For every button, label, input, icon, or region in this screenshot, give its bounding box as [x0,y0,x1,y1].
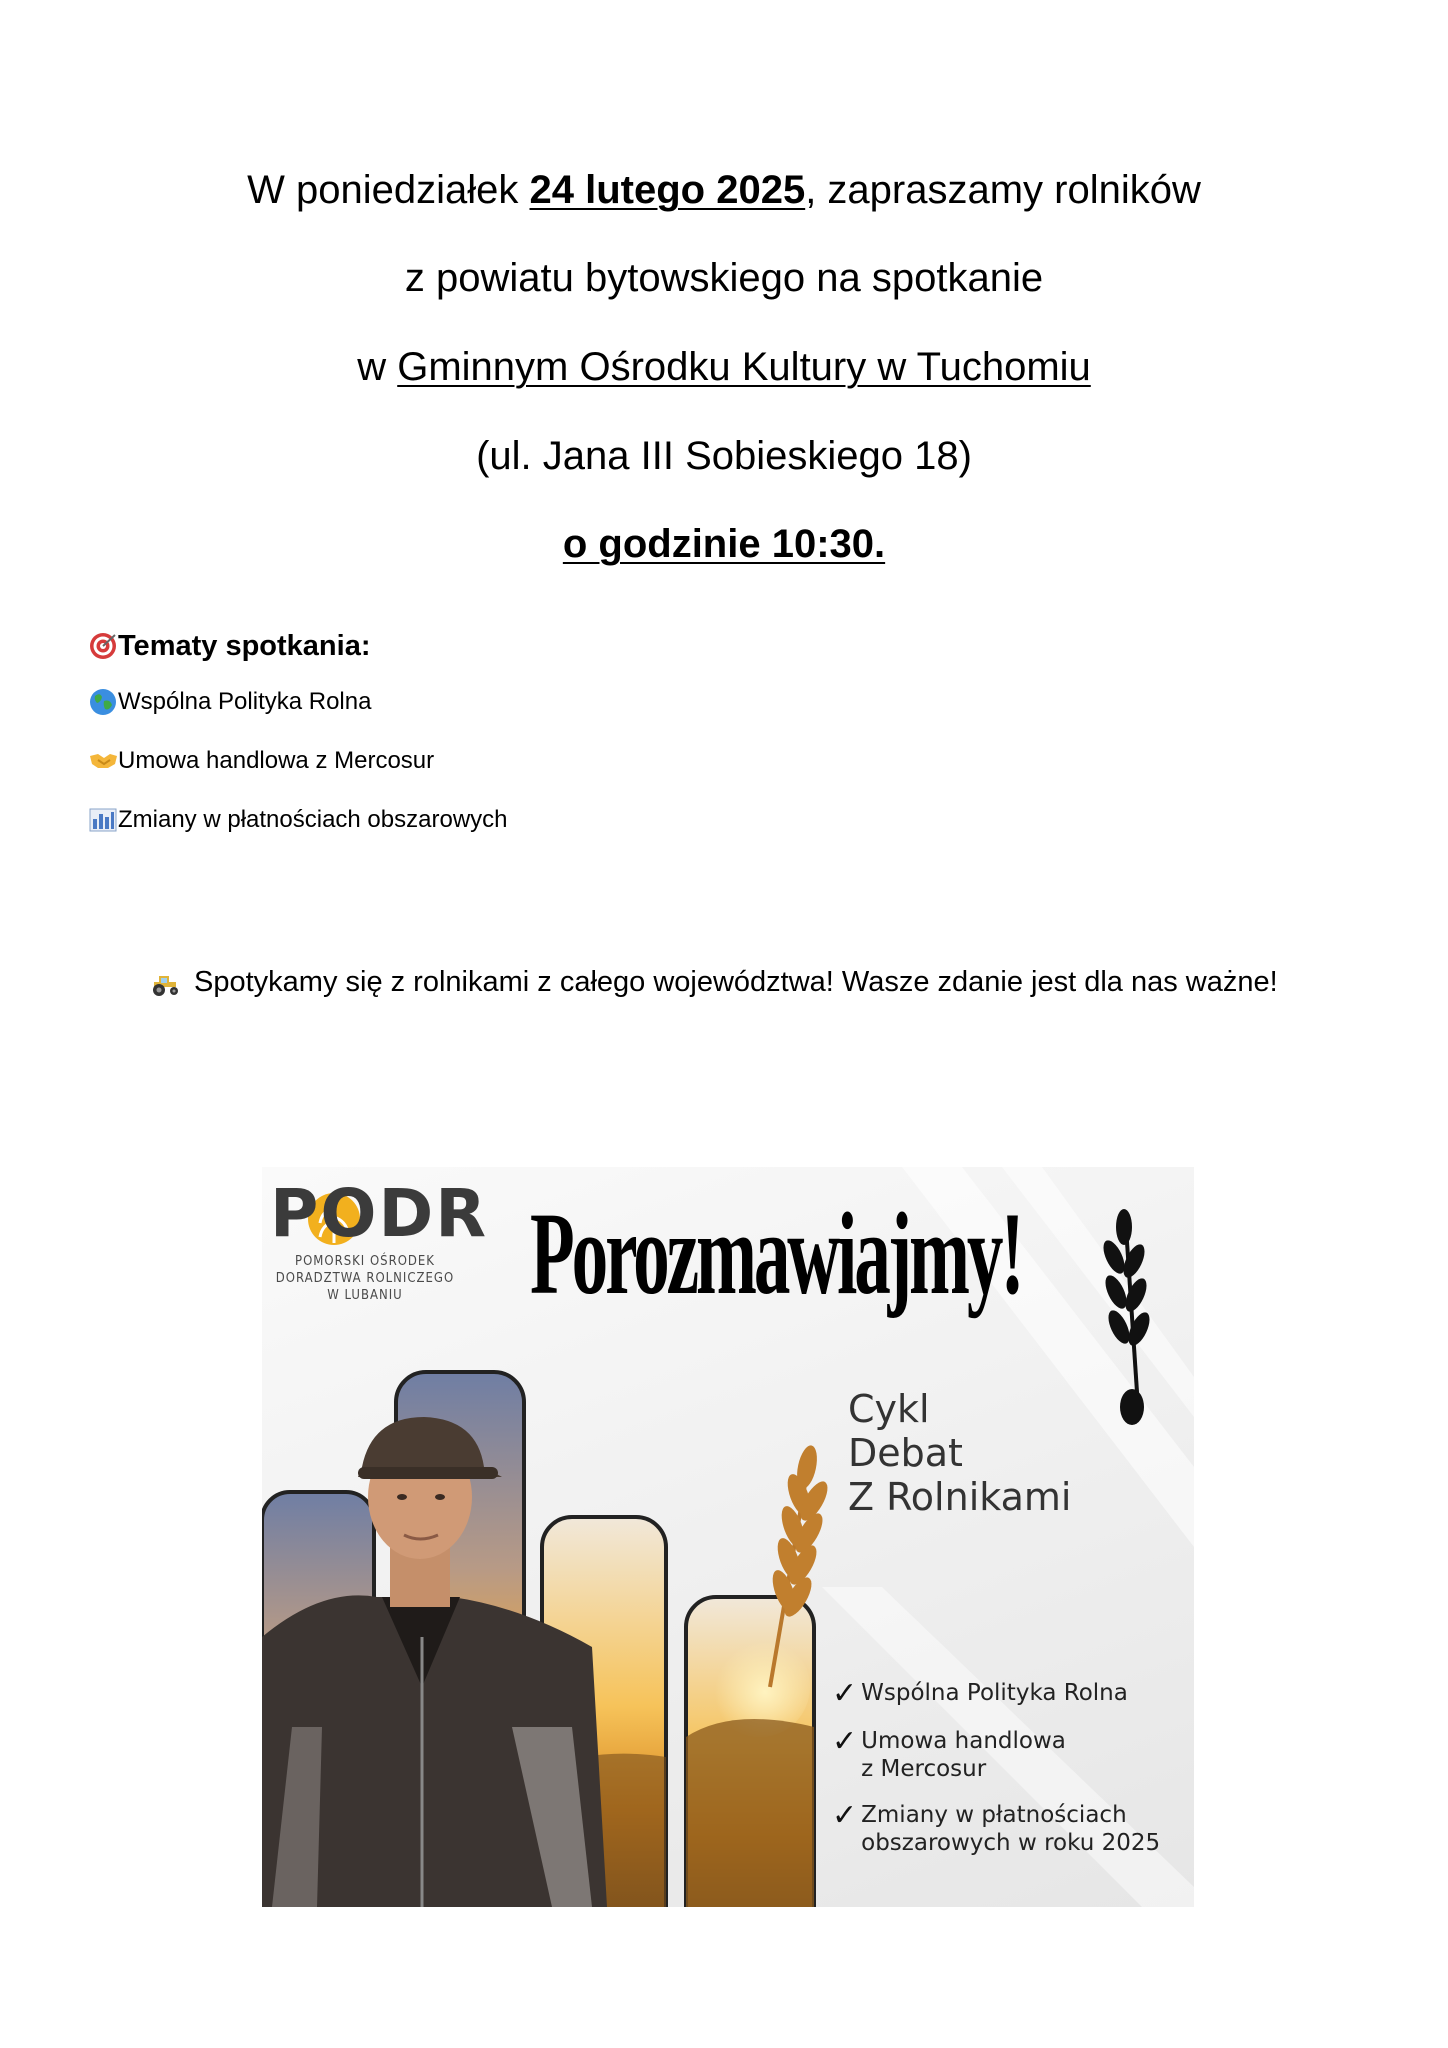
topics-title: Tematy spotkania: [118,629,371,662]
event-time: o godzinie 10:30. [562,522,886,566]
logo-subtitle-line: W LUBANIU [327,1288,403,1303]
banner-subtitle-line: Z Rolnikami [848,1475,1072,1519]
bar-chart-icon [88,805,118,835]
banner-checklist [832,1676,1161,1875]
checkmark-icon: ✓ [832,1798,858,1833]
topics-heading [88,628,508,664]
topic-item [88,805,508,835]
invite-line-1-post: , zapraszamy rolników [805,168,1201,212]
banner-subtitle-line: Cykl [848,1387,930,1431]
event-date: 24 lutego 2025 [529,168,806,212]
event-address: (ul. Jana III Sobieskiego 18) [476,434,972,478]
invite-line-3 [0,343,1448,391]
slogan [150,966,1278,999]
topic-item-label: Zmiany w płatnościach obszarowych [118,806,508,833]
checklist-item [832,1724,1160,1783]
checklist-text: Zmiany w płatnościach [861,1802,1127,1828]
topic-item [88,687,508,717]
invite-line-1 [0,166,1448,214]
event-banner [262,1167,1194,1907]
topic-item-label: Wspólna Polityka Rolna [118,688,372,715]
logo-podr: PODR [270,1175,489,1252]
checklist-text: Wspólna Polityka Rolna [861,1680,1128,1706]
banner-subtitle [848,1387,1071,1519]
slogan-text: Spotykamy się z rolnikami z całego województwa! Wasze zdanie jest dla nas ważne! [194,966,1278,998]
tractor-icon [150,968,180,998]
checklist-text: obszarowych w roku 2025 [861,1830,1161,1856]
logo-subtitle-line: DORADZTWA ROLNICZEGO [275,1271,455,1286]
checklist-text: Umowa handlowa [861,1728,1066,1754]
topics-list [88,628,508,864]
topic-item [88,746,508,776]
checkmark-icon: ✓ [832,1676,858,1711]
banner-headline: Porozmawiajmy! [530,1188,1022,1319]
topic-item-label: Umowa handlowa z Mercosur [118,747,435,774]
handshake-icon [88,746,118,776]
invite-line-3-pre: w [357,345,398,389]
checklist-item [832,1798,1161,1857]
target-icon [88,631,118,661]
globe-icon [88,687,118,717]
invite-line-2: z powiatu bytowskiego na spotkanie [404,256,1044,300]
logo-subtitle [262,1253,468,1304]
event-place: Gminnym Ośrodku Kultury w Tuchomiu [397,345,1091,389]
checkmark-icon: ✓ [832,1724,858,1759]
banner-subtitle-line: Debat [848,1431,963,1475]
checklist-item [832,1676,1160,1711]
invite-line-1-pre: W poniedziałek [247,168,530,212]
checklist-text: z Mercosur [861,1756,987,1782]
logo-subtitle-line: POMORSKI OŚRODEK [295,1254,435,1269]
